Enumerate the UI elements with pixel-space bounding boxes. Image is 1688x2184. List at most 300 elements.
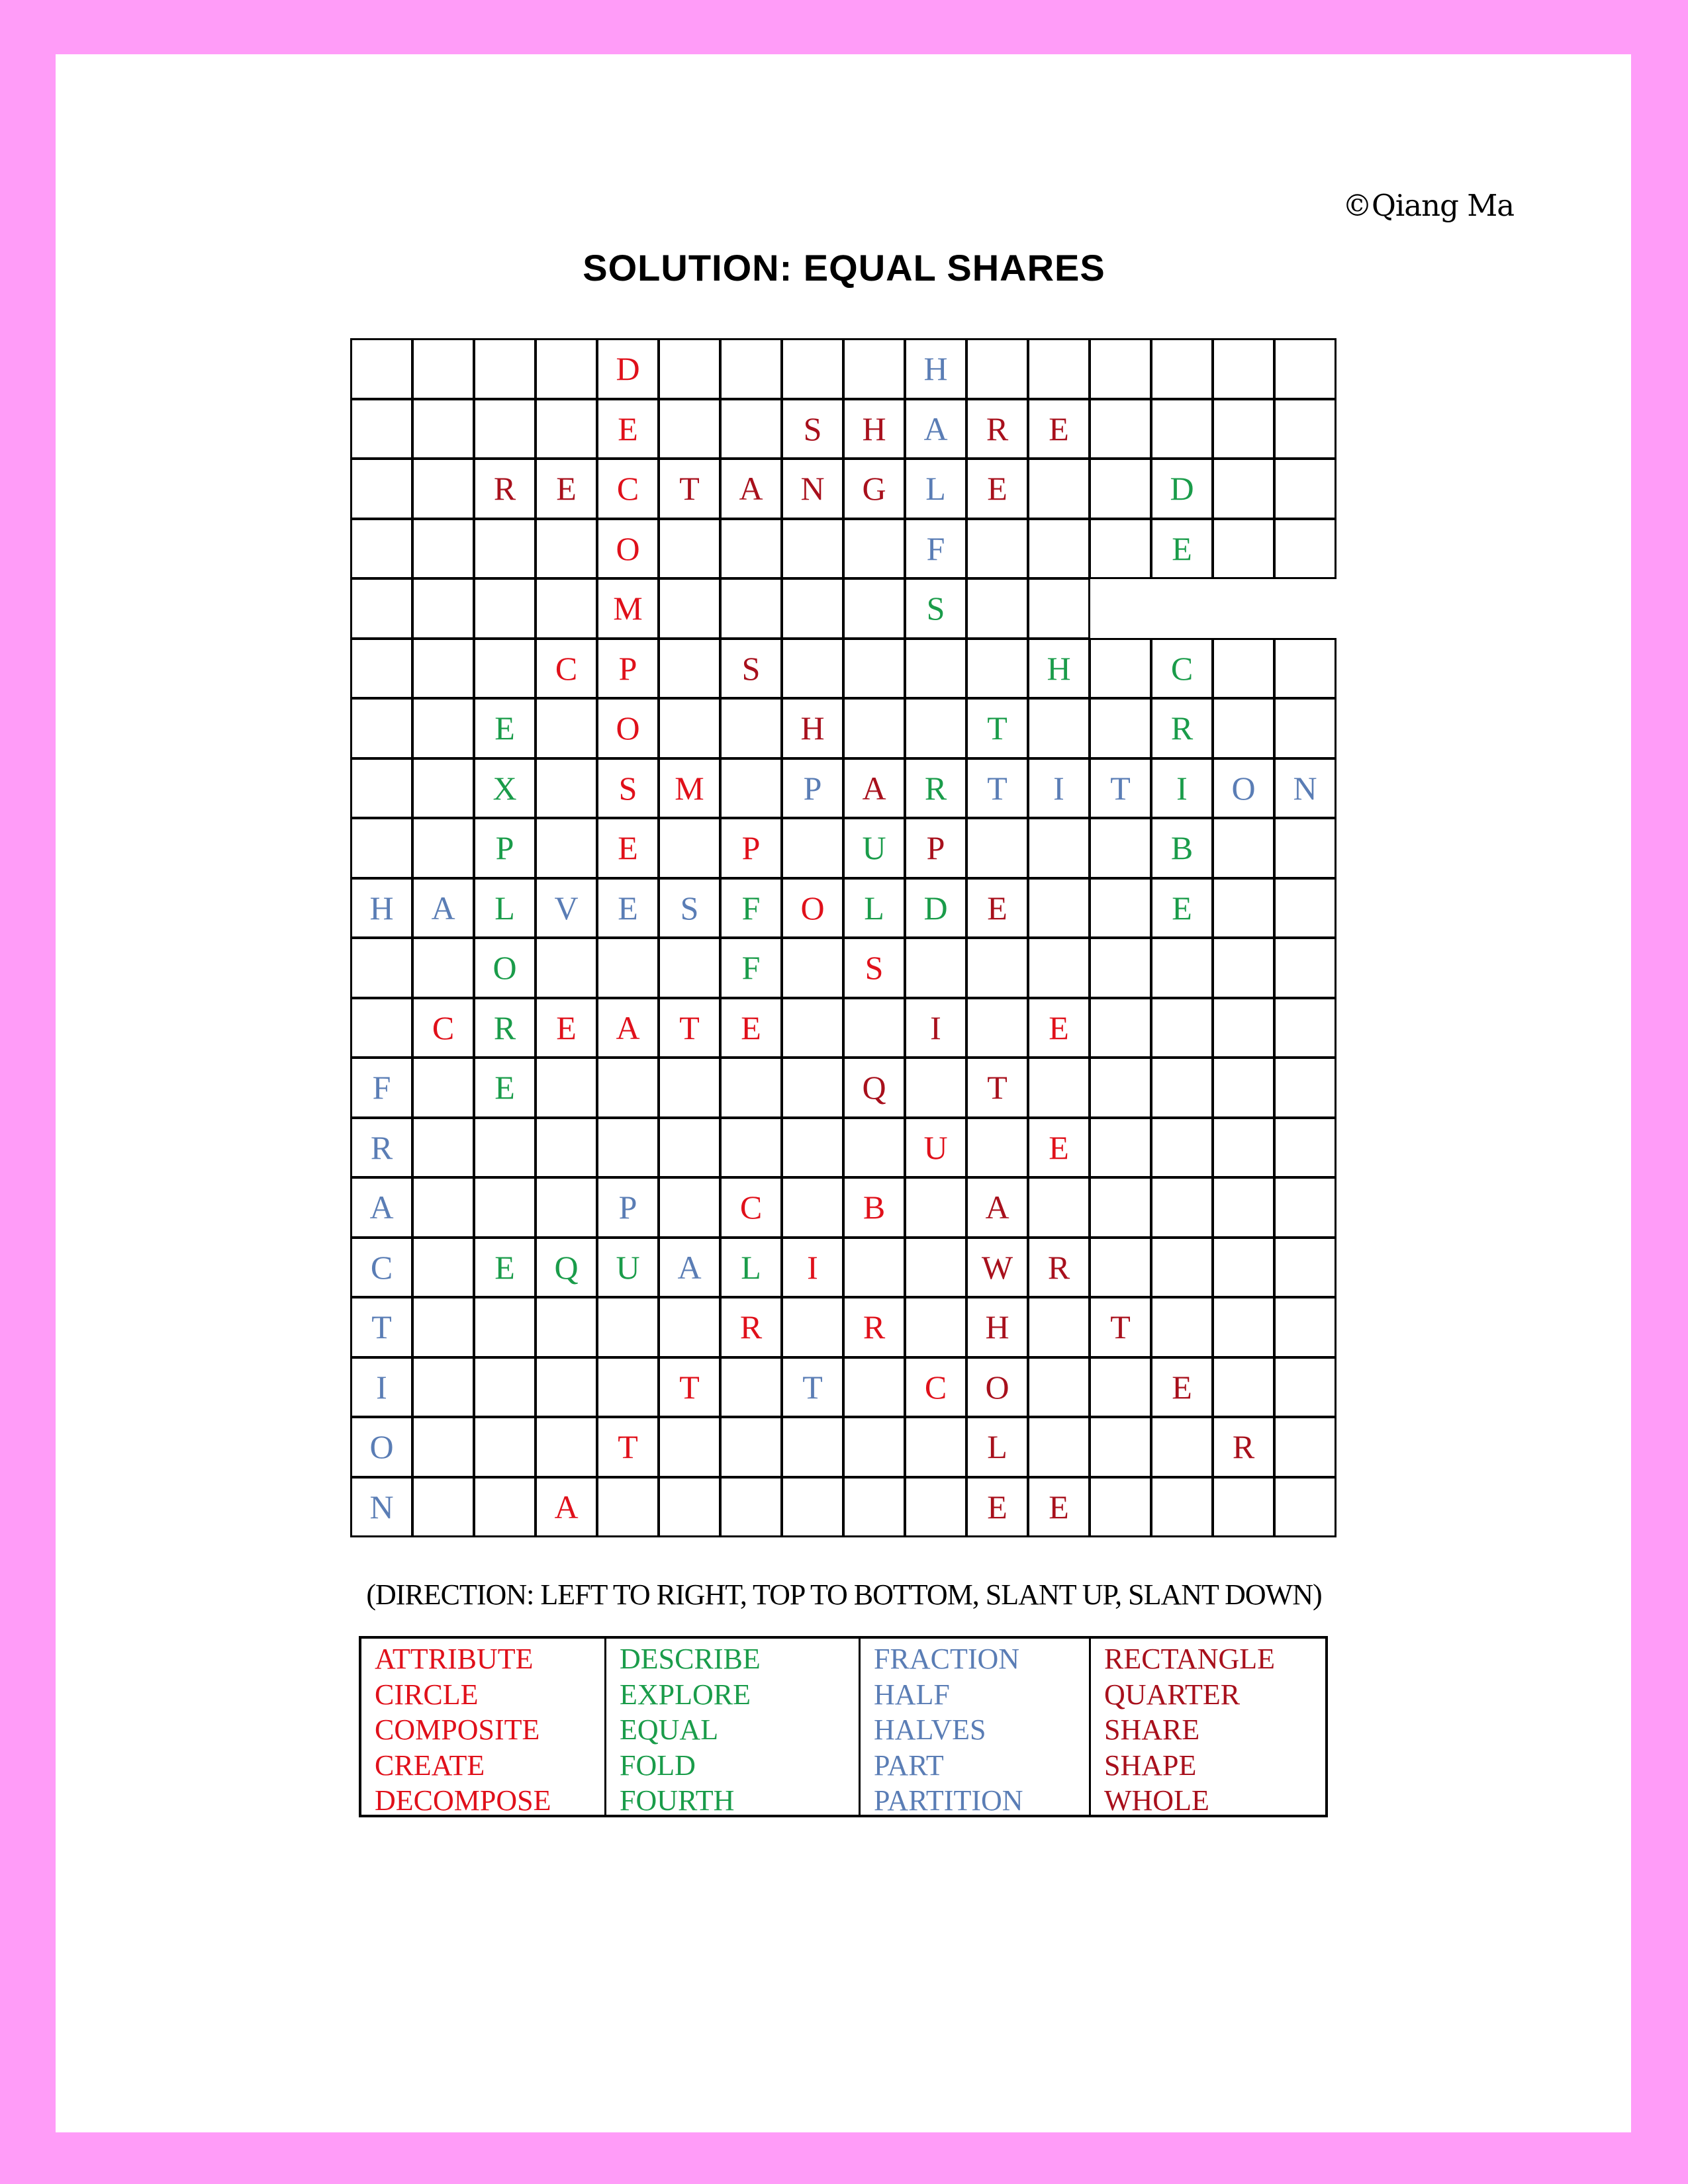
- grid-cell-empty: [412, 578, 475, 639]
- grid-cell-letter: T: [781, 1357, 844, 1418]
- grid-cell-empty: [473, 1297, 536, 1358]
- grid-cell-empty: [1274, 997, 1336, 1059]
- grid-cell-empty: [658, 638, 721, 700]
- grid-cell-letter: I: [1027, 758, 1090, 819]
- grid-cell-empty: [1089, 638, 1152, 700]
- grid-cell-letter: O: [473, 937, 536, 999]
- grid-cell-empty: [1027, 518, 1090, 580]
- grid-cell-empty: [1212, 997, 1275, 1059]
- grid-cell-empty: [904, 1416, 967, 1478]
- grid-cell-empty: [843, 1477, 906, 1538]
- grid-cell-letter: A: [350, 1177, 413, 1238]
- grid-cell-letter: P: [473, 817, 536, 879]
- grid-cell-letter: A: [904, 398, 967, 460]
- grid-cell-letter: D: [596, 338, 659, 400]
- grid-cell-letter: B: [843, 1177, 906, 1238]
- grid-cell-empty: [412, 1237, 475, 1298]
- grid-cell-empty: [658, 937, 721, 999]
- grid-cell-empty: [966, 518, 1029, 580]
- grid-cell-letter: N: [350, 1477, 413, 1538]
- grid-cell-empty: [1274, 698, 1336, 759]
- grid-cell-empty: [843, 1416, 906, 1478]
- grid-cell-empty: [1212, 458, 1275, 520]
- grid-cell-empty: [1150, 937, 1213, 999]
- grid-cell-letter: C: [720, 1177, 782, 1238]
- grid-cell-empty: [1274, 937, 1336, 999]
- word-bank-word: RECTANGLE: [1104, 1643, 1276, 1675]
- grid-cell-empty: [1027, 878, 1090, 939]
- grid-cell-empty: [412, 1477, 475, 1538]
- word-bank-column: [861, 1639, 1091, 1815]
- grid-cell-empty: [1027, 1416, 1090, 1478]
- grid-cell-empty: [412, 1057, 475, 1118]
- grid-cell-empty: [412, 1357, 475, 1418]
- grid-cell-letter: E: [1027, 1477, 1090, 1538]
- grid-cell-letter: E: [720, 997, 782, 1059]
- grid-cell-letter: E: [1150, 878, 1213, 939]
- grid-cell-empty: [535, 338, 598, 400]
- grid-cell-empty: [658, 338, 721, 400]
- grid-cell-empty: [781, 1117, 844, 1179]
- grid-cell-empty: [1212, 1237, 1275, 1298]
- direction-note: (DIRECTION: LEFT TO RIGHT, TOP TO BOTTOM, SLANT UP, SLANT DOWN): [366, 1578, 1322, 1611]
- grid-cell-empty: [1027, 458, 1090, 520]
- grid-cell-letter: H: [1027, 638, 1090, 700]
- grid-cell-empty: [412, 758, 475, 819]
- grid-cell-empty: [1089, 937, 1152, 999]
- grid-cell-empty: [412, 937, 475, 999]
- grid-cell-empty: [350, 758, 413, 819]
- word-search-grid: [351, 339, 1336, 1537]
- grid-cell-empty: [473, 1117, 536, 1179]
- grid-cell-empty: [350, 398, 413, 460]
- grid-cell-letter: L: [720, 1237, 782, 1298]
- grid-cell-empty: [1150, 1297, 1213, 1358]
- grid-cell-empty: [1274, 1477, 1336, 1538]
- grid-cell-letter: H: [781, 698, 844, 759]
- grid-cell-empty: [412, 1416, 475, 1478]
- grid-cell-letter: V: [535, 878, 598, 939]
- grid-cell-empty: [1274, 1117, 1336, 1179]
- grid-cell-empty: [1150, 1416, 1213, 1478]
- grid-cell-letter: E: [473, 1237, 536, 1298]
- grid-cell-empty: [1212, 1117, 1275, 1179]
- grid-cell-letter: O: [1212, 758, 1275, 819]
- grid-cell-empty: [1089, 1177, 1152, 1238]
- word-bank-word: FOLD: [620, 1749, 696, 1782]
- grid-cell-empty: [535, 1117, 598, 1179]
- grid-cell-letter: X: [473, 758, 536, 819]
- grid-cell-empty: [781, 937, 844, 999]
- grid-cell-empty: [1089, 1057, 1152, 1118]
- grid-cell-empty: [473, 1416, 536, 1478]
- grid-cell-empty: [781, 1416, 844, 1478]
- grid-cell-empty: [1089, 398, 1152, 460]
- grid-cell-letter: N: [1274, 758, 1336, 819]
- grid-cell-letter: C: [904, 1357, 967, 1418]
- grid-cell-empty: [1027, 1357, 1090, 1418]
- grid-cell-empty: [720, 698, 782, 759]
- grid-cell-empty: [596, 1057, 659, 1118]
- grid-cell-letter: P: [781, 758, 844, 819]
- grid-cell-letter: M: [658, 758, 721, 819]
- grid-cell-empty: [412, 1297, 475, 1358]
- grid-cell-letter: T: [658, 1357, 721, 1418]
- grid-cell-empty: [350, 997, 413, 1059]
- grid-cell-empty: [1027, 698, 1090, 759]
- grid-cell-letter: E: [966, 458, 1029, 520]
- grid-cell-letter: E: [535, 458, 598, 520]
- grid-cell-empty: [1089, 1237, 1152, 1298]
- grid-cell-empty: [781, 338, 844, 400]
- grid-cell-empty: [658, 1057, 721, 1118]
- grid-cell-empty: [1212, 937, 1275, 999]
- word-bank-column: [1091, 1639, 1325, 1815]
- grid-cell-letter: R: [1150, 698, 1213, 759]
- grid-cell-empty: [904, 1237, 967, 1298]
- grid-cell-letter: A: [596, 997, 659, 1059]
- grid-cell-empty: [720, 1117, 782, 1179]
- grid-cell-letter: E: [1150, 518, 1213, 580]
- grid-cell-empty: [473, 578, 536, 639]
- grid-cell-empty: [350, 817, 413, 879]
- grid-cell-empty: [1212, 1177, 1275, 1238]
- grid-cell-letter: T: [966, 698, 1029, 759]
- grid-cell-empty: [1212, 518, 1275, 580]
- grid-cell-empty: [904, 1177, 967, 1238]
- grid-cell-empty: [1212, 638, 1275, 700]
- grid-cell-empty: [350, 698, 413, 759]
- grid-cell-empty: [1274, 458, 1336, 520]
- grid-cell-empty: [1274, 638, 1336, 700]
- grid-cell-empty: [720, 398, 782, 460]
- grid-cell-empty: [412, 458, 475, 520]
- grid-cell-empty: [1150, 1237, 1213, 1298]
- grid-cell-empty: [843, 338, 906, 400]
- grid-cell-empty: [658, 698, 721, 759]
- grid-cell-empty: [781, 997, 844, 1059]
- grid-cell-empty: [535, 698, 598, 759]
- grid-cell-letter: F: [350, 1057, 413, 1118]
- grid-cell-empty: [350, 458, 413, 520]
- grid-cell-empty: [596, 1477, 659, 1538]
- grid-cell-empty: [473, 1177, 536, 1238]
- grid-cell-empty: [1212, 1057, 1275, 1118]
- word-bank-column: [361, 1639, 606, 1815]
- grid-cell-letter: O: [596, 698, 659, 759]
- grid-cell-empty: [596, 1117, 659, 1179]
- grid-cell-letter: O: [596, 518, 659, 580]
- grid-cell-empty: [904, 698, 967, 759]
- grid-cell-empty: [412, 518, 475, 580]
- grid-cell-empty: [596, 1357, 659, 1418]
- grid-cell-empty: [720, 758, 782, 819]
- grid-cell-letter: F: [904, 518, 967, 580]
- grid-cell-empty: [1150, 1057, 1213, 1118]
- grid-cell-letter: E: [966, 878, 1029, 939]
- grid-cell-empty: [473, 1357, 536, 1418]
- grid-cell-empty: [412, 1117, 475, 1179]
- grid-cell-empty: [1150, 1177, 1213, 1238]
- grid-cell-empty: [473, 518, 536, 580]
- grid-cell-empty: [473, 1477, 536, 1538]
- grid-cell-letter: N: [781, 458, 844, 520]
- word-bank-word: CIRCLE: [375, 1678, 479, 1711]
- grid-cell-empty: [1212, 698, 1275, 759]
- grid-cell-empty: [658, 398, 721, 460]
- grid-cell-letter: T: [596, 1416, 659, 1478]
- word-bank-word: HALVES: [874, 1713, 986, 1746]
- grid-cell-empty: [720, 1057, 782, 1118]
- grid-cell-empty: [1212, 338, 1275, 400]
- grid-cell-empty: [966, 578, 1029, 639]
- grid-cell-empty: [720, 338, 782, 400]
- word-bank-word: EXPLORE: [620, 1678, 751, 1711]
- grid-cell-empty: [1089, 997, 1152, 1059]
- grid-cell-empty: [412, 338, 475, 400]
- grid-cell-letter: R: [904, 758, 967, 819]
- grid-cell-empty: [781, 1057, 844, 1118]
- grid-cell-empty: [781, 1477, 844, 1538]
- grid-cell-letter: U: [904, 1117, 967, 1179]
- word-bank-word: EQUAL: [620, 1713, 719, 1746]
- grid-cell-empty: [350, 578, 413, 639]
- grid-cell-empty: [843, 638, 906, 700]
- grid-cell-letter: H: [843, 398, 906, 460]
- grid-cell-empty: [658, 1117, 721, 1179]
- grid-cell-empty: [658, 578, 721, 639]
- grid-cell-empty: [1150, 1117, 1213, 1179]
- grid-cell-empty: [473, 638, 536, 700]
- grid-cell-empty: [1274, 1237, 1336, 1298]
- word-bank-word: CREATE: [375, 1749, 485, 1782]
- grid-cell-letter: C: [350, 1237, 413, 1298]
- grid-cell-letter: E: [1027, 1117, 1090, 1179]
- grid-cell-empty: [535, 578, 598, 639]
- word-bank-column: [606, 1639, 861, 1815]
- grid-cell-letter: L: [966, 1416, 1029, 1478]
- grid-cell-empty: [596, 937, 659, 999]
- grid-cell-letter: H: [904, 338, 967, 400]
- grid-cell-letter: E: [1150, 1357, 1213, 1418]
- grid-cell-empty: [904, 638, 967, 700]
- grid-cell-empty: [1089, 1416, 1152, 1478]
- grid-cell-letter: C: [596, 458, 659, 520]
- grid-cell-letter: P: [596, 638, 659, 700]
- word-bank-word: WHOLE: [1104, 1784, 1209, 1817]
- grid-cell-empty: [843, 997, 906, 1059]
- word-bank: [359, 1636, 1328, 1817]
- grid-cell-letter: A: [720, 458, 782, 520]
- grid-cell-empty: [412, 638, 475, 700]
- grid-cell-empty: [1089, 1117, 1152, 1179]
- grid-cell-empty: [1212, 878, 1275, 939]
- grid-cell-empty: [1212, 1477, 1275, 1538]
- word-bank-word: HALF: [874, 1678, 950, 1711]
- grid-cell-empty: [781, 1177, 844, 1238]
- grid-cell-empty: [1089, 817, 1152, 879]
- word-bank-word: SHARE: [1104, 1713, 1200, 1746]
- grid-cell-letter: A: [966, 1177, 1029, 1238]
- grid-cell-letter: T: [966, 758, 1029, 819]
- grid-cell-letter: E: [535, 997, 598, 1059]
- grid-cell-empty: [904, 1297, 967, 1358]
- word-bank-word: PARTITION: [874, 1784, 1023, 1817]
- grid-cell-empty: [1089, 458, 1152, 520]
- grid-cell-letter: O: [781, 878, 844, 939]
- grid-cell-letter: T: [966, 1057, 1029, 1118]
- grid-cell-empty: [473, 338, 536, 400]
- word-bank-word: QUARTER: [1104, 1678, 1241, 1711]
- grid-cell-empty: [1212, 817, 1275, 879]
- grid-cell-letter: G: [843, 458, 906, 520]
- grid-cell-empty: [1027, 578, 1090, 639]
- grid-cell-empty: [535, 1177, 598, 1238]
- grid-cell-empty: [1274, 1416, 1336, 1478]
- grid-cell-letter: S: [596, 758, 659, 819]
- grid-cell-empty: [1089, 1477, 1152, 1538]
- grid-cell-empty: [1089, 1357, 1152, 1418]
- grid-cell-empty: [720, 578, 782, 639]
- grid-cell-letter: E: [1027, 398, 1090, 460]
- grid-cell-empty: [535, 1297, 598, 1358]
- grid-cell-empty: [781, 817, 844, 879]
- grid-cell-letter: I: [350, 1357, 413, 1418]
- grid-cell-letter: P: [720, 817, 782, 879]
- grid-cell-empty: [1027, 1057, 1090, 1118]
- grid-cell-letter: R: [473, 997, 536, 1059]
- grid-cell-letter: E: [473, 1057, 536, 1118]
- grid-cell-letter: T: [658, 997, 721, 1059]
- grid-cell-empty: [535, 1057, 598, 1118]
- grid-cell-empty: [966, 338, 1029, 400]
- grid-cell-empty: [843, 1117, 906, 1179]
- grid-cell-letter: E: [966, 1477, 1029, 1538]
- grid-cell-letter: C: [535, 638, 598, 700]
- grid-cell-empty: [720, 1416, 782, 1478]
- grid-cell-empty: [781, 578, 844, 639]
- grid-cell-letter: R: [350, 1117, 413, 1179]
- grid-cell-letter: U: [596, 1237, 659, 1298]
- grid-cell-empty: [843, 1237, 906, 1298]
- page-title: SOLUTION: EQUAL SHARES: [583, 247, 1105, 289]
- grid-cell-letter: E: [596, 878, 659, 939]
- grid-cell-letter: H: [350, 878, 413, 939]
- grid-cell-letter: R: [843, 1297, 906, 1358]
- word-bank-word: DECOMPOSE: [375, 1784, 551, 1817]
- grid-cell-empty: [1089, 338, 1152, 400]
- copyright-text: ©Qiang Ma: [1342, 188, 1515, 223]
- word-bank-word: FOURTH: [620, 1784, 735, 1817]
- grid-cell-empty: [1274, 878, 1336, 939]
- grid-cell-letter: A: [843, 758, 906, 819]
- grid-cell-empty: [350, 937, 413, 999]
- grid-cell-empty: [1027, 338, 1090, 400]
- grid-cell-empty: [966, 638, 1029, 700]
- grid-cell-empty: [1212, 1357, 1275, 1418]
- grid-cell-letter: W: [966, 1237, 1029, 1298]
- grid-cell-empty: [843, 518, 906, 580]
- grid-cell-letter: R: [1212, 1416, 1275, 1478]
- grid-cell-empty: [1027, 1177, 1090, 1238]
- grid-cell-letter: T: [350, 1297, 413, 1358]
- grid-cell-letter: A: [412, 878, 475, 939]
- grid-cell-empty: [1274, 1057, 1336, 1118]
- grid-cell-letter: R: [966, 398, 1029, 460]
- grid-cell-letter: F: [720, 878, 782, 939]
- grid-cell-empty: [1274, 338, 1336, 400]
- grid-cell-letter: B: [1150, 817, 1213, 879]
- grid-cell-letter: T: [1089, 758, 1152, 819]
- grid-cell-letter: R: [720, 1297, 782, 1358]
- grid-cell-letter: E: [596, 817, 659, 879]
- grid-cell-letter: E: [1027, 997, 1090, 1059]
- grid-cell-letter: D: [1150, 458, 1213, 520]
- grid-cell-letter: P: [904, 817, 967, 879]
- grid-cell-empty: [473, 398, 536, 460]
- grid-cell-empty: [781, 518, 844, 580]
- grid-cell-empty: [966, 1117, 1029, 1179]
- grid-cell-letter: L: [473, 878, 536, 939]
- grid-cell-empty: [658, 1416, 721, 1478]
- grid-cell-letter: O: [350, 1416, 413, 1478]
- word-bank-word: COMPOSITE: [375, 1713, 540, 1746]
- grid-cell-empty: [1274, 398, 1336, 460]
- grid-cell-empty: [658, 817, 721, 879]
- word-bank-word: DESCRIBE: [620, 1643, 761, 1675]
- grid-cell-empty: [412, 698, 475, 759]
- grid-cell-letter: L: [904, 458, 967, 520]
- grid-cell-empty: [1027, 1297, 1090, 1358]
- grid-cell-letter: H: [966, 1297, 1029, 1358]
- grid-cell-empty: [843, 578, 906, 639]
- grid-cell-empty: [535, 518, 598, 580]
- grid-cell-letter: M: [596, 578, 659, 639]
- grid-cell-empty: [658, 1177, 721, 1238]
- grid-cell-letter: U: [843, 817, 906, 879]
- grid-cell-empty: [1274, 1297, 1336, 1358]
- grid-cell-letter: S: [843, 937, 906, 999]
- grid-cell-empty: [966, 997, 1029, 1059]
- grid-cell-letter: S: [904, 578, 967, 639]
- grid-cell-empty: [781, 638, 844, 700]
- grid-cell-letter: S: [658, 878, 721, 939]
- grid-cell-letter: A: [658, 1237, 721, 1298]
- grid-cell-letter: A: [535, 1477, 598, 1538]
- grid-cell-empty: [658, 518, 721, 580]
- grid-cell-empty: [1089, 878, 1152, 939]
- grid-cell-empty: [966, 817, 1029, 879]
- grid-cell-empty: [350, 518, 413, 580]
- grid-cell-letter: I: [1150, 758, 1213, 819]
- grid-cell-empty: [412, 398, 475, 460]
- grid-cell-empty: [781, 1297, 844, 1358]
- grid-cell-letter: C: [1150, 638, 1213, 700]
- grid-cell-letter: T: [1089, 1297, 1152, 1358]
- grid-cell-empty: [1274, 817, 1336, 879]
- grid-cell-empty: [843, 698, 906, 759]
- grid-cell-empty: [843, 1357, 906, 1418]
- grid-cell-empty: [1150, 997, 1213, 1059]
- grid-cell-empty: [535, 1416, 598, 1478]
- grid-cell-empty: [1150, 398, 1213, 460]
- grid-cell-letter: I: [781, 1237, 844, 1298]
- grid-cell-letter: E: [473, 698, 536, 759]
- grid-cell-letter: P: [596, 1177, 659, 1238]
- grid-cell-empty: [535, 937, 598, 999]
- grid-cell-empty: [1027, 817, 1090, 879]
- grid-cell-letter: T: [658, 458, 721, 520]
